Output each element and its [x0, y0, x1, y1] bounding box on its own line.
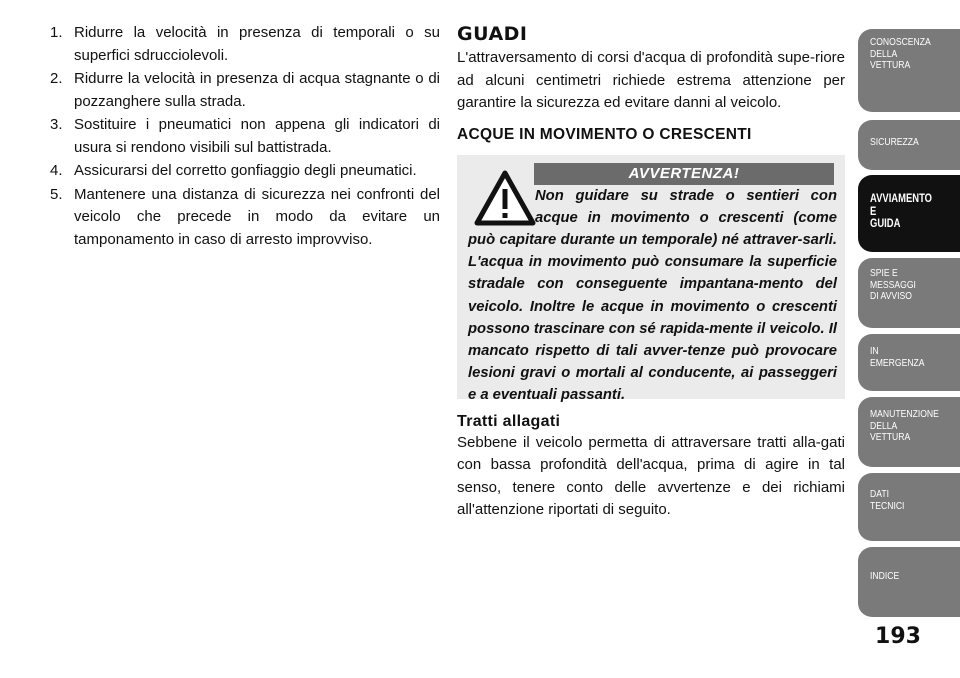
tab-avviamento-e-guida[interactable]	[858, 175, 960, 252]
section-heading: GUADI	[457, 23, 528, 45]
warning-title: AVVERTENZA!	[534, 163, 834, 185]
tab-label: IN EMERGENZA	[870, 345, 925, 369]
tab-label: CONOSCENZA DELLA VETTURA	[870, 36, 931, 71]
tab-label: SPIE E MESSAGGI DI AVVISO	[870, 267, 916, 302]
tab-label: INDICE	[870, 570, 900, 582]
warning-text: Non guidare su strade o sentieri con acque in movimento o crescenti (come può capitare durante un temporale) né attraver-sarli. L'acqua in movimento può consumare la superficie stradale con conseguente impantana-mento del veicolo. Inoltre le acque in movimento o crescenti possono trascinare con sé rapida-mente il veicolo. Il mancato rispetto di tali avver-tenze può provocare lesioni gravi o mortali al conducente, ai passeggeri e a eventuali passanti.	[468, 187, 837, 404]
list-item-text: Ridurre la velocità in presenza di acqua stagnante o di pozzanghere sulla strada.	[74, 70, 440, 110]
list-item-text: Assicurarsi del corretto gonfiaggio degli pneumatici.	[74, 162, 417, 179]
list-item-text: Sostituire i pneumatici non appena gli indicatori di usura si rendono visibili sul battistrada.	[74, 116, 440, 156]
subsection-heading: ACQUE IN MOVIMENTO O CRESCENTI	[457, 125, 752, 143]
tab-label: SICUREZZA	[870, 136, 919, 148]
tab-spie-e-messaggi[interactable]	[858, 258, 960, 328]
list-item-number: 3.	[50, 116, 63, 133]
list-item	[40, 68, 440, 113]
list-item-number: 1.	[50, 24, 63, 41]
tab-label: AVVIAMENTO E GUIDA	[870, 193, 932, 230]
tratti-allagati-text: Sebbene il veicolo permetta di attraversare tratti alla-gati con bassa profondità dell'acqua, prima di agire in tal senso, tenere conto delle avvertenze e dei richiami all'attenzione riportati di seguito.	[457, 433, 845, 518]
guadi-section	[457, 22, 845, 522]
list-item-number: 4.	[50, 162, 63, 179]
tab-dati-tecnici[interactable]	[858, 473, 960, 541]
list-item	[40, 184, 440, 252]
warning-box	[457, 155, 845, 404]
tab-label: MANUTENZIONE DELLA VETTURA	[870, 408, 939, 443]
list-item-number: 2.	[50, 70, 63, 87]
list-item-text: Mantenere una distanza di sicurezza nei confronti del veicolo che precede in modo da evitare un tamponamento in caso di arresto improvviso.	[74, 185, 440, 248]
warning-text-block	[468, 185, 837, 407]
list-item-number: 5.	[50, 185, 63, 203]
section-intro: L'attraversamento di corsi d'acqua di profondità supe-riore ad alcuni centimetri richiede estrema attenzione per garantire la sicurezza ed evitare danni al veicolo.	[457, 49, 845, 111]
list-item	[40, 160, 440, 183]
page-number: 193	[875, 624, 921, 649]
tratti-allagati-heading: Tratti allagati	[457, 412, 561, 430]
safety-tips-list	[40, 22, 440, 252]
tab-in-emergenza[interactable]	[858, 334, 960, 391]
tab-sicurezza[interactable]	[858, 120, 960, 170]
list-item-text: Ridurre la velocità in presenza di temporali o su superfici sdrucciolevoli.	[74, 24, 440, 64]
tab-manutenzione-della-vettura[interactable]	[858, 397, 960, 467]
tab-conoscenza-della-vettura[interactable]	[858, 29, 960, 112]
list-item	[40, 22, 440, 67]
tab-indice[interactable]	[858, 547, 960, 617]
tab-label: DATI TECNICI	[870, 488, 905, 512]
list-item	[40, 114, 440, 159]
